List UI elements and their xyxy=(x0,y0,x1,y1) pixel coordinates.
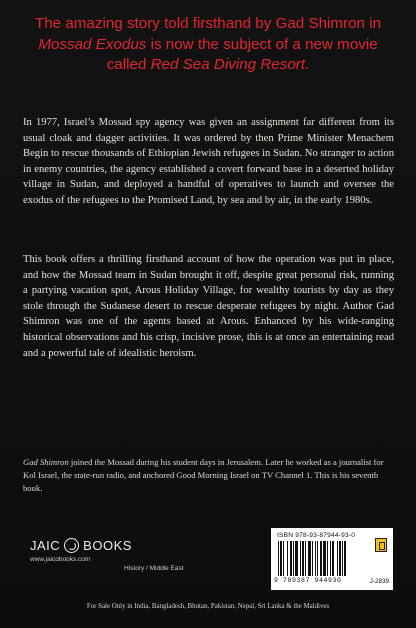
movie-title: Red Sea Diving Resort. xyxy=(150,56,310,73)
logo-text-books: BOOKS xyxy=(83,538,132,553)
blurb-paragraph-2: This book offers a thrilling firsthand account of how the operation was put in place, and how the Mossad team in Sudan brought it off, despite great personal risk, running a partying vacation spot, Arous Holiday Village, for wealthy tourists by day as they stole through the Sudanese desert to rescue desperate refugees by night. Author Gad Shimron was one of the agents based at Arous. Enhanced by his wide-ranging historical observations and his crisp, incisive prose, this is at once an entertaining read and a powerful tale of idealistic heroism. xyxy=(23,254,394,359)
logo-text-jaico: JAIC xyxy=(30,538,61,553)
headline xyxy=(22,14,394,76)
barcode-digits: 9 789387 944930 xyxy=(274,577,342,584)
price-badge-icon xyxy=(375,538,387,552)
isbn-text: ISBN 978-93-87944-93-0 xyxy=(277,532,356,539)
barcode-panel xyxy=(271,528,393,590)
product-code: J-2839 xyxy=(369,578,389,585)
sales-territory-note: For Sale Only in India, Bangladesh, Bhutan, Pakistan, Nepal, Sri Lanka & the Maldives xyxy=(86,603,330,610)
genre-label: History / Middle East xyxy=(124,565,184,572)
headline-text-1: The amazing story told firsthand by Gad Shimron in xyxy=(34,15,382,32)
author-name: Gad Shimron xyxy=(23,457,69,467)
barcode-icon xyxy=(277,541,367,576)
blurb-paragraph-1: In 1977, Israel’s Mossad spy agency was given an assignment far different from its usual cloak and dagger activities. It was ordered by then Prime Minister Menachem Begin to rescue thousands of Ethiopian Jewish refugees in Sudan. No stranger to action in enemy countries, the agency established a covert forward base in a deserted holiday village in Sudan, and deployed a handful of operatives to launch and oversee the exodus of the refugees to the Promised Land, by sea and by air, in the early 1980s. xyxy=(23,117,394,206)
book-title: Mossad Exodus xyxy=(38,35,147,53)
author-bio xyxy=(23,456,396,496)
jaico-logo-icon xyxy=(64,538,79,553)
author-bio-text: joined the Mossad during his student days in Jerusalem. Later he worked as a journalist for Kol Israel, the state-run radio, and anchored Good Morning Israel on TV Channel 1. This is his seventh book. xyxy=(23,457,384,494)
publisher-logo-text xyxy=(30,538,132,553)
publisher-logo xyxy=(30,538,132,563)
publisher-url: www.jaicobooks.com xyxy=(30,556,91,563)
headline-text-2: is now the subject of a new movie called xyxy=(106,35,378,73)
